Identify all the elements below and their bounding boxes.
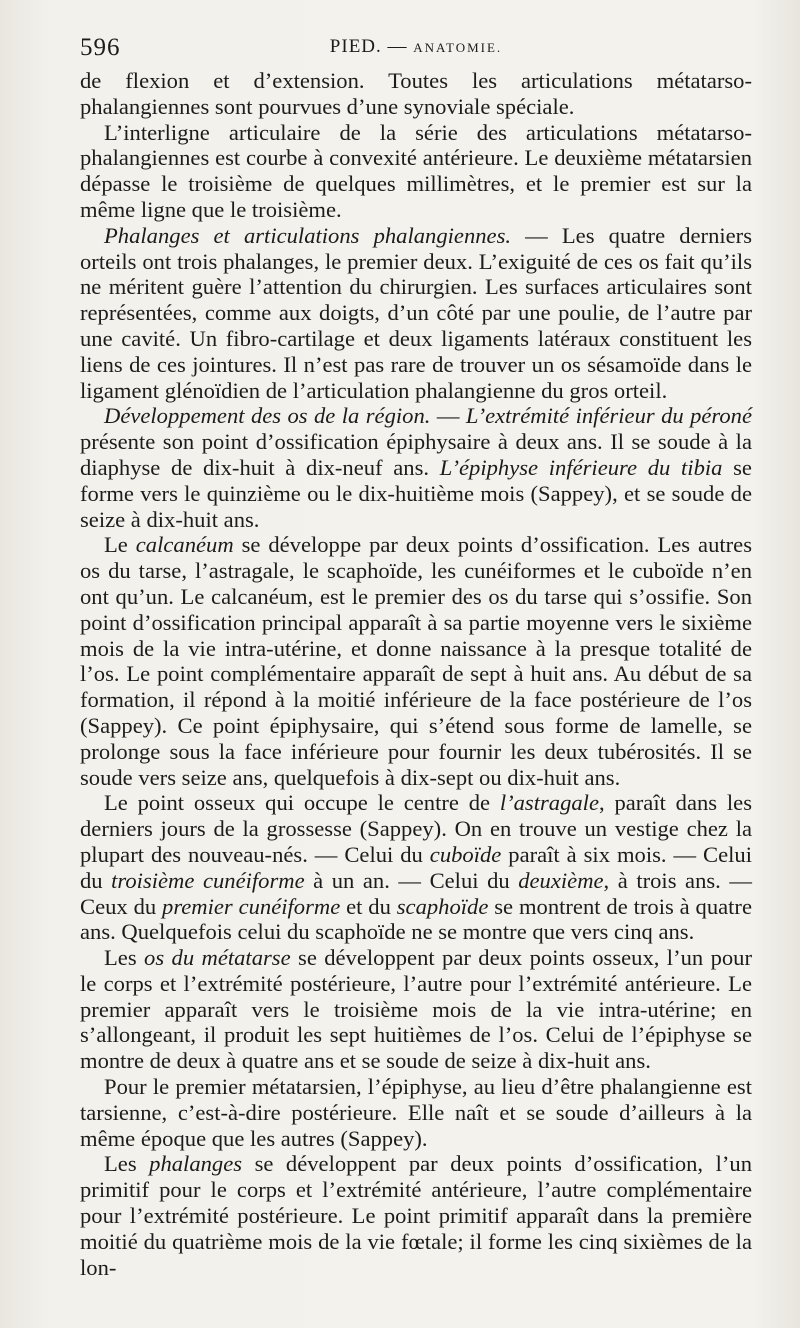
italic-run: Phalanges et articulations phalangiennes. (104, 222, 512, 248)
running-head-subtitle: ANATOMIE. (413, 40, 503, 55)
text-run: se développe par deux points d’ossification. Les autres os du tarse, l’astragale, le scaphoïde, les cunéiformes et le cuboïde n’en ont qu’un. Le calcanéum, est le premier des os du tarse qui s’ossifie. Son point d’ossification principal apparaît à sa partie moyenne vers le sixième mois de la vie intra-utérine, et donne naissance à la presque totalité de l’os. Le point complémentaire apparaît de sept à huit ans. Au début de sa formation, il répond à la moitié inférieure de la face postérieure de l’os (Sappey). Ce point épiphysaire, qui s’étend sous forme de lamelle, se prolonge sous la face inférieure pour fournir les deux tubérosités. Il se soude vers seize ans, quelquefois à dix-sept ou dix-huit ans. (80, 532, 752, 790)
text-run: présente son point d’ossification épiphysaire à deux ans. Il se soude à la diaphyse de dix-huit à dix-neuf ans. (80, 429, 752, 480)
text-run: — Les quatre derniers orteils ont trois phalanges, le premier deux. L’exiguité de ces os fait qu’ils ne méritent guère l’attention du chirurgien. Les surfaces articulaires sont représentées, comme aux doigts, d’un côté par une poulie, de l’autre par une cavité. Un fibro-cartilage et deux ligaments latéraux constituent les liens de ces jointures. Il n’est pas rare de trouver un os sésamoïde dans le ligament glénoïdien de l’articulation phalangienne du gros orteil. (80, 222, 752, 403)
italic-run: cuboïde (429, 841, 502, 867)
italic-run: L’extrémité inférieur du péroné (465, 403, 753, 429)
italic-run: calcanéum (135, 532, 234, 558)
italic-run: Développement des os de la région. (104, 403, 431, 429)
text-run: à un an. — Celui du (304, 867, 519, 893)
italic-run: phalanges (149, 1151, 243, 1177)
text-run: L’interligne articulaire de la série des articulations métatarso-phalangiennes est courbe à convexité antérieure. Le deuxième métatarsien dépasse le troisième de quelques millimètres, et le premier est sur la même ligne que le troisième. (80, 119, 752, 222)
running-head-dash: — (381, 36, 414, 57)
paragraph (80, 945, 752, 1074)
paragraph (80, 790, 752, 945)
paragraph (80, 223, 752, 404)
page-header (80, 34, 752, 64)
paragraph (80, 1151, 752, 1280)
paragraph (80, 68, 752, 120)
paragraph (80, 1074, 752, 1151)
text-run: de flexion et d’extension. Toutes les articulations métatarso-phalangiennes sont pourvues d’une synoviale spéciale. (80, 68, 752, 119)
text-run: Le point osseux qui occupe le centre de (104, 790, 500, 816)
italic-run: os du métatarse (144, 945, 291, 971)
text-run: se montrent de trois à quatre ans. Quelquefois celui du scaphoïde ne se montre que vers cinq ans. (80, 893, 752, 945)
text-run: Le (104, 532, 136, 558)
italic-run: troisième cunéiforme (111, 867, 305, 893)
paragraph (80, 120, 752, 223)
text-run: se développent par deux points d’ossification, l’un primitif pour le corps et l’extrémité antérieure, l’autre complémentaire pour l’extrémité postérieure. Le point primitif apparaît dans la première moitié du quatrième mois de la vie fœtale; il forme les cinq sixièmes de la lon- (80, 1151, 752, 1280)
italic-run: l’astragale (499, 790, 599, 816)
italic-run: premier cunéiforme (162, 893, 341, 919)
text-run: , à trois ans. — Ceux du (80, 867, 752, 919)
page-number: 596 (80, 34, 121, 61)
text-run: Les (104, 1151, 150, 1177)
text-run: paraît à six mois. — Celui du (80, 841, 752, 893)
text-run: et du (340, 893, 397, 919)
text-run: Pour le premier métatarsien, l’épiphyse, au lieu d’être phalangienne est tarsienne, c’est-à-dire postérieure. Elle naît et se soude d’ailleurs à la même époque que les autres (Sappey). (80, 1074, 752, 1151)
running-head-title: PIED. (329, 36, 382, 57)
text-run: Les (104, 945, 145, 971)
italic-run: L’épiphyse inférieure du tibia (439, 454, 723, 480)
paragraph (80, 403, 752, 532)
text-run: se développent par deux points osseux, l’un pour le corps et l’extrémité postérieure, l’autre pour l’extrémité antérieure. Le premier apparaît vers le troisième mois de la vie intra-utérine; en s’allongeant, il produit les sept huitièmes de l’os. Celui de l’épiphyse se montre de deux à quatre ans et se soude de seize à dix-huit ans. (80, 945, 752, 1074)
paragraph (80, 532, 752, 790)
running-head (80, 36, 752, 58)
italic-run: scaphoïde (396, 893, 489, 919)
text-run: , paraît dans les derniers jours de la grossesse (Sappey). On en trouve un vestige chez la plupart des nouveau-nés. — Celui du (80, 790, 752, 867)
text-run: se forme vers le quinzième ou le dix-huitième mois (Sappey), et se soude de seize à dix-huit ans. (80, 454, 752, 532)
italic-run: deuxième (518, 867, 604, 893)
page-body-text (80, 68, 752, 1280)
text-run: — (430, 403, 466, 429)
